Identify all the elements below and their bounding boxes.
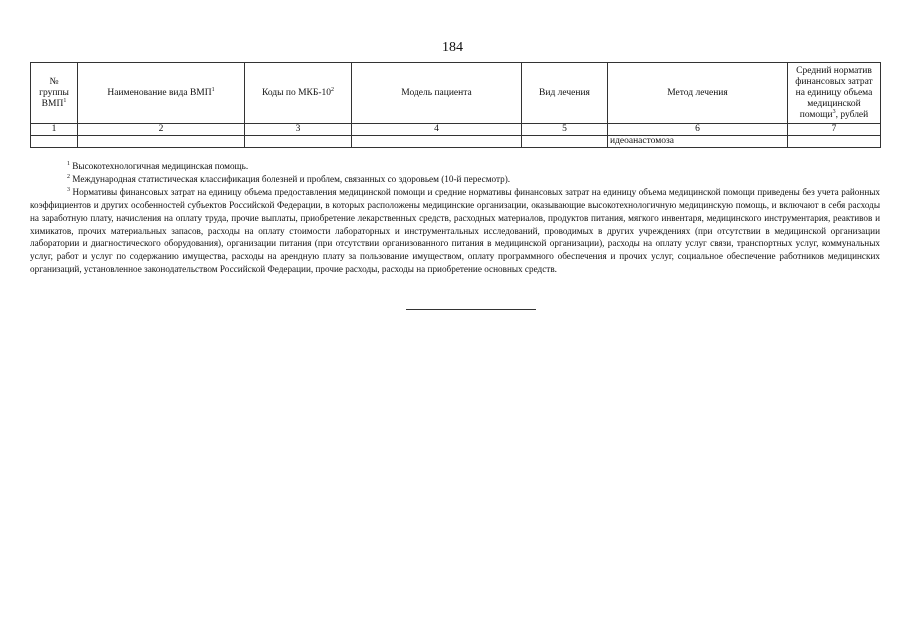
table-cell (245, 136, 352, 148)
table-cell: идеоанастомоза (608, 136, 788, 148)
column-number: 2 (78, 124, 245, 136)
footnote: $^2$ Международная статистическая классификация болезней и проблем, связанных со здоровьем (10-й пересмотр). (67, 173, 511, 184)
column-number: 5 (522, 124, 608, 136)
header-average-cost: Средний норматив финансовых затрат на единицу объема медицинской помощи$^3$, рублей (788, 63, 881, 124)
table-cell (352, 136, 522, 148)
table-cell (31, 136, 78, 148)
header-patient-model: Модель пациента (352, 63, 522, 124)
column-number-row (31, 124, 881, 136)
footnotes (30, 160, 880, 276)
footnote: $^3$ Нормативы финансовых затрат на единицу объема предоставления медицинской помощи и средние нормативы финансовых затрат на единицу объема медицинской помощи приведены без учета районных коэффициентов и других особенностей субъектов Российской Федерации, в которых расположены медицинские организации, оказывающие высокотехнологичную медицинскую помощь, и включают в себя расходы на заработную плату, начисления на оплату труда, прочие выплаты, приобретение лекарственных средств, расходных материалов, продуктов питания, мягкого инвентаря, медицинского инструментария, реактивов и химикатов, прочих материальных запасов, расходы на оплату стоимости лабораторных и инструментальных исследований, проводимых в других учреждениях (при отсутствии в медицинской организации лаборатории и диагностического оборудования), организации питания (при отсутствии организованного питания в медицинской организации), расходы на оплату услуг связи, транспортных услуг, коммунальных услуг, работ и услуг по содержанию имущества, расходы на арендную плату за пользование имуществом, оплату программного обеспечения и прочих услуг, социальное обеспечение работников медицинских организаций, установленное законодательством Российской Федерации, прочие расходы, расходы на приобретение основных средств. (30, 186, 881, 275)
table-row (31, 136, 881, 148)
column-number: 4 (352, 124, 522, 136)
header-vmp-name: Наименование вида ВМП$^1$ (78, 63, 245, 124)
column-number: 6 (608, 124, 788, 136)
column-number: 7 (788, 124, 881, 136)
vmp-table (30, 62, 881, 148)
table-cell (522, 136, 608, 148)
table-header-row (31, 63, 881, 124)
column-number: 3 (245, 124, 352, 136)
column-number: 1 (31, 124, 78, 136)
page-number: 184 (442, 40, 463, 55)
header-treatment-method: Метод лечения (608, 63, 788, 124)
table-cell (788, 136, 881, 148)
table-cell (78, 136, 245, 148)
header-treatment-type: Вид лечения (522, 63, 608, 124)
end-rule (406, 309, 536, 310)
header-group-number: № группы ВМП$^1$ (31, 63, 78, 124)
header-icd-codes: Коды по МКБ-$10^2$ (245, 63, 352, 124)
footnote: $^1$ Высокотехнологичная медицинская помощь. (67, 160, 249, 171)
